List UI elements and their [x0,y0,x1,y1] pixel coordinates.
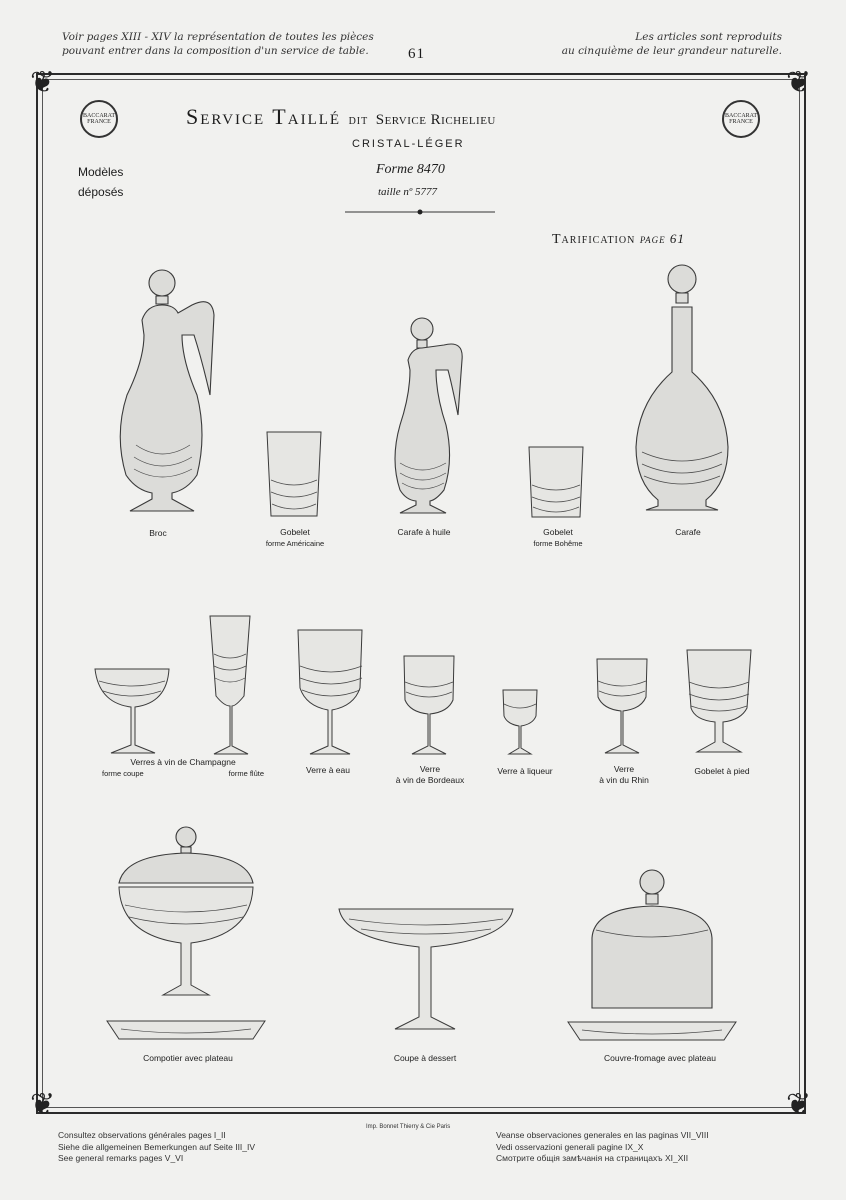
corner-ornament-icon: ❦ [30,1088,56,1121]
printer-credit: Imp. Bonnet Thierry & Cie Paris [366,1124,451,1130]
taille-label: taille nº 5777 [378,186,438,198]
carafe-illustration [634,262,734,512]
corner-ornament-icon: ❦ [786,1088,812,1121]
label-gobelet-boheme: Gobelet forme Bohême [533,527,583,548]
broc-illustration [112,265,222,515]
footer-right: Veanse observaciones generales en las paginas VII_VIII Vedi osservazioni generali pagine IX_X Смотрите общія замѣчанія на страницахъ XI_XII [496,1130,709,1163]
label-champagne: Verres à vin de Champagne forme coupe forme flûte [102,757,264,778]
footer-left: Consultez observations générales pages I_II Siehe die allgemeinen Bemerkungen auf Seite III_IV See general remarks pages V_VI [58,1130,256,1163]
baccarat-stamp-icon: BACCARAT FRANCE [722,100,760,138]
tarification: Tarification page 61 [552,231,685,247]
title-divider [345,206,497,218]
modeles-deposes: Modèles déposés [78,165,124,199]
label-couvre-fromage: Couvre-fromage avec plateau [604,1053,716,1063]
verre-rhin-illustration [595,657,651,757]
coupe-dessert-illustration [337,905,515,1040]
subtitle: CRISTAL-LÉGER [352,138,465,150]
label-verre-rhin: Verre à vin du Rhin [599,764,649,785]
verre-bordeaux-illustration [402,654,458,758]
label-verre-bordeaux: Verre à vin de Bordeaux [395,764,465,785]
gobelet-boheme-illustration [527,445,587,520]
verre-eau-illustration [296,628,366,758]
champagne-coupe-illustration [93,665,173,757]
label-compotier: Compotier avec plateau [143,1053,233,1063]
label-carafe: Carafe [675,527,701,537]
page-title: Service Taillé DIT Service Richelieu [186,104,496,129]
header-note-right: Les articles sont reproduits au cinquième de leur grandeur naturelle. [561,31,782,57]
corner-ornament-icon: ❦ [786,66,812,99]
verre-liqueur-illustration [501,688,541,758]
label-carafe-huile: Carafe à huile [397,527,451,537]
gobelet-pied-illustration [685,648,755,758]
baccarat-stamp-icon: BACCARAT FRANCE [80,100,118,138]
carafe-huile-illustration [390,315,470,515]
header-note-left: Voir pages XIII - XIV la représentation de toutes les pièces pouvant entrer dans la composition d'un service de table. [62,31,374,57]
page-number: 61 [408,46,425,62]
label-gobelet-americaine: Gobelet forme Américaine [265,527,325,548]
corner-ornament-icon: ❦ [30,66,56,99]
forme-label: Forme 8470 [376,162,445,177]
compotier-illustration [105,825,267,1043]
couvre-fromage-illustration [566,868,738,1044]
label-coupe-dessert: Coupe à dessert [393,1053,457,1063]
label-gobelet-pied: Gobelet à pied [694,766,750,776]
label-broc: Broc [149,528,167,538]
gobelet-americaine-illustration [265,430,325,520]
label-verre-liqueur: Verre à liqueur [497,766,553,776]
champagne-flute-illustration [206,614,256,758]
label-verre-eau: Verre à eau [306,765,350,775]
